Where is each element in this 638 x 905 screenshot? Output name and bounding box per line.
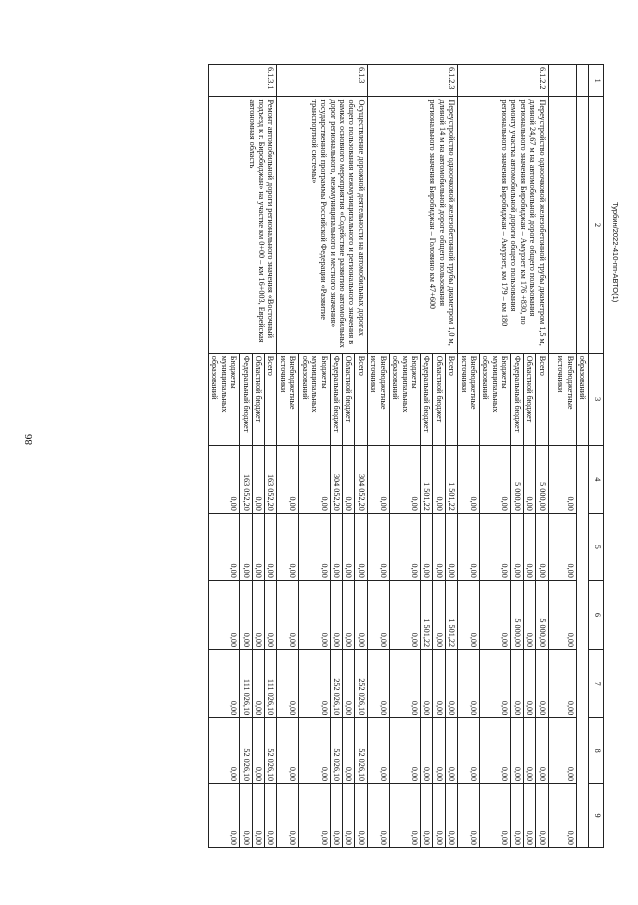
value-cell: 0,00 [299,650,330,718]
funding-source: Всего [445,353,457,445]
value-cell: 0,00 [367,445,389,513]
value-cell: 0,00 [367,718,389,784]
value-cell: 5 000,00 [511,580,523,649]
funding-source: Федеральный бюджет [330,353,342,445]
value-cell: 0,00 [420,513,432,580]
header-cell: 4 [589,445,604,513]
table-row [265,65,277,848]
table-row [445,65,457,848]
value-cell: 0,00 [458,650,480,718]
source-cell: Внебюджетные источники [548,353,576,445]
value-cell: 0,00 [355,580,367,649]
value-cell: 0,00 [265,580,277,649]
value-cell: 0,00 [445,650,457,718]
value-cell: 0,00 [511,650,523,718]
value-cell: 0,00 [480,718,511,784]
value-cell: 252 026,10 [355,650,367,718]
value-cell: 0,00 [433,513,445,580]
table-row [355,65,367,848]
value-cell: 0,00 [548,784,576,848]
value-cell: 0,00 [355,513,367,580]
value-cell: 0,00 [458,513,480,580]
value-cell: 1 501,22 [445,580,457,649]
value-cell: 0,00 [208,718,239,784]
value-cell: 0,00 [548,513,576,580]
funding-source: Федеральный бюджет [240,353,252,445]
value-cell: 0,00 [548,650,576,718]
funding-source: Областной бюджет [433,353,445,445]
value-cell: 0,00 [330,784,342,848]
value-cell: 0,00 [548,718,576,784]
value-cell: 0,00 [458,784,480,848]
funding-source: Внебюджетные источники [367,353,389,445]
value-cell: 0,00 [299,580,330,649]
value-cell: 0,00 [252,784,264,848]
funding-source: Федеральный бюджет [420,353,432,445]
value-cell: 0,00 [433,784,445,848]
funding-source: Внебюджетные источники [458,353,480,445]
value-cell: 0,00 [458,718,480,784]
value-cell: 0,00 [420,650,432,718]
value-cell: 52 026,10 [265,718,277,784]
value-cell: 0,00 [299,445,330,513]
row-name: Ремонт автомобильной дороги регионального значения «Восточный подъезд к г. Биробиджан» на участке км 0+00 – км 16+003, Еврейская автономная область [208,97,277,353]
value-cell: 0,00 [458,445,480,513]
value-cell: 0,00 [299,784,330,848]
value-cell: 0,00 [355,784,367,848]
name-cell [548,97,576,353]
value-cell: 0,00 [299,718,330,784]
value-cell: 0,00 [389,513,420,580]
value-cell: 0,00 [536,784,548,848]
value-cell: 111 026,10 [240,650,252,718]
value-cell: 0,00 [458,580,480,649]
document-footer: Турбин/2022-410-пп-АВТО(1) [611,202,620,303]
funding-source: Всего [355,353,367,445]
value-cell: 0,00 [480,580,511,649]
funding-source: Бюджеты муниципальных образований [480,353,511,445]
name-cell [576,97,588,353]
value-cell: 0,00 [445,718,457,784]
value-cell: 0,00 [330,580,342,649]
value-cell: 0,00 [208,784,239,848]
value-cell: 252 026,10 [330,650,342,718]
value-cell: 0,00 [208,445,239,513]
row-code: 6.1.2.3 [367,65,457,97]
header-cell: 6 [589,580,604,649]
value-cell: 1 501,22 [420,580,432,649]
value-cell: 0,00 [389,445,420,513]
value-cell: 0,00 [420,784,432,848]
source-cell: образований [576,353,588,445]
value-cell: 0,00 [299,513,330,580]
value-cell: 0,00 [445,784,457,848]
value-cell: 0,00 [208,650,239,718]
header-cell: 7 [589,650,604,718]
code-cell [576,65,588,97]
value-cell: 0,00 [389,650,420,718]
funding-source: Внебюджетные источники [277,353,299,445]
value-cell: 0,00 [277,445,299,513]
funding-source: Федеральный бюджет [511,353,523,445]
value-cell: 0,00 [265,513,277,580]
funding-source: Всего [265,353,277,445]
value-cell: 0,00 [480,513,511,580]
row-code: 6.1.3.1 [208,65,277,97]
value-cell: 0,00 [252,650,264,718]
funding-source: Бюджеты муниципальных образований [389,353,420,445]
value-cell: 304 052,20 [355,445,367,513]
value-cell: 52 026,10 [240,718,252,784]
value-cell: 0,00 [523,718,535,784]
header-cell: 1 [589,65,604,97]
table-row [576,65,588,848]
value-cell: 0,00 [389,580,420,649]
value-cell: 0,00 [342,784,354,848]
value-cell: 0,00 [536,718,548,784]
value-cell: 5 000,00 [536,445,548,513]
value-cell: 5 000,00 [536,580,548,649]
value-cell: 0,00 [342,650,354,718]
row-name: Переустройство одноочковой железобетонной трубы диаметром 1,0 м, длиной 14 м на автомобильной дороге общего пользования регионального значения Биробиджан – Головино км 47+600 [367,97,457,353]
value-cell: 0,00 [367,784,389,848]
value-cell: 0,00 [548,445,576,513]
value-cell: 0,00 [252,580,264,649]
value-cell: 0,00 [265,784,277,848]
value-cell: 0,00 [252,513,264,580]
value-cell: 0,00 [252,445,264,513]
value-cell: 0,00 [367,513,389,580]
funding-source: Бюджеты муниципальных образований [208,353,239,445]
value-cell: 0,00 [277,580,299,649]
value-cell: 0,00 [511,513,523,580]
header-cell: 2 [589,97,604,353]
value-cell: 5 000,00 [511,445,523,513]
value-cell: 0,00 [240,580,252,649]
funding-source: Всего [536,353,548,445]
value-cell: 0,00 [330,513,342,580]
value-cell: 111 026,10 [265,650,277,718]
row-name: Переустройство одноочковой железобетонной трубы диаметром 1,5 м, длиной 24,67 м на автомобильной дороге общего пользования регионального значения Биробиджан – Амурзет км 176 +830, по ремонту участка автомобильной дороги общего пользования регионального значения Биробиджан – Амурзет, км 179 – км 180 [458,97,548,353]
funding-source: Бюджеты муниципальных образований [299,353,330,445]
value-cell: 0,00 [277,513,299,580]
page-number: 86 [23,434,35,445]
value-cell: 0,00 [277,784,299,848]
value-cell: 0,00 [445,513,457,580]
table-container [208,64,604,848]
value-cell: 0,00 [480,784,511,848]
value-cell: 0,00 [548,580,576,649]
value-cell: 0,00 [240,513,252,580]
row-code: 6.1.3 [277,65,367,97]
funding-source: Областной бюджет [252,353,264,445]
header-cell: 3 [589,353,604,445]
value-cell: 0,00 [420,718,432,784]
value-cell: 0,00 [536,650,548,718]
value-cell: 1 501,22 [420,445,432,513]
budget-table [208,64,604,848]
value-cell: 0,00 [277,718,299,784]
header-cell: 8 [589,718,604,784]
value-cell: 0,00 [480,650,511,718]
value-cell: 0,00 [523,513,535,580]
funding-source: Областной бюджет [523,353,535,445]
row-name: Осуществление дорожной деятельности на автомобильных дорогах общего пользования межмуниципального и регионального значения в рамках основного мероприятия «Содействие развитию автомобильных дорог регионального, межмуниципального и местного значения» государственной программы Российской Федерации «Развитие транспортной системы» [277,97,367,353]
value-cell: 0,00 [342,445,354,513]
table-row [536,65,548,848]
value-cell: 0,00 [240,784,252,848]
value-cell: 0,00 [523,445,535,513]
value-cell: 0,00 [342,513,354,580]
value-cell: 163 052,20 [240,445,252,513]
value-cell: 163 052,20 [265,445,277,513]
value-cell: 0,00 [389,718,420,784]
value-cell: 1 501,22 [445,445,457,513]
value-cell: 0,00 [433,580,445,649]
value-cell: 0,00 [342,718,354,784]
value-cell: 0,00 [208,580,239,649]
header-cell: 5 [589,513,604,580]
code-cell [548,65,576,97]
value-cell: 0,00 [523,580,535,649]
value-cell: 0,00 [342,580,354,649]
value-cell: 0,00 [433,718,445,784]
empty-cell [576,445,588,847]
value-cell: 0,00 [523,784,535,848]
value-cell: 0,00 [433,650,445,718]
value-cell: 0,00 [480,445,511,513]
table-row [548,65,576,848]
value-cell: 0,00 [511,718,523,784]
value-cell: 0,00 [389,784,420,848]
value-cell: 0,00 [208,513,239,580]
value-cell: 0,00 [523,650,535,718]
value-cell: 304 052,20 [330,445,342,513]
value-cell: 52 026,10 [355,718,367,784]
value-cell: 0,00 [252,718,264,784]
header-cell: 9 [589,784,604,848]
value-cell: 0,00 [536,513,548,580]
value-cell: 0,00 [367,580,389,649]
header-row [589,65,604,848]
value-cell: 0,00 [367,650,389,718]
value-cell: 0,00 [511,784,523,848]
value-cell: 0,00 [277,650,299,718]
value-cell: 52 026,10 [330,718,342,784]
funding-source: Областной бюджет [342,353,354,445]
value-cell: 0,00 [433,445,445,513]
row-code: 6.1.2.2 [458,65,548,97]
